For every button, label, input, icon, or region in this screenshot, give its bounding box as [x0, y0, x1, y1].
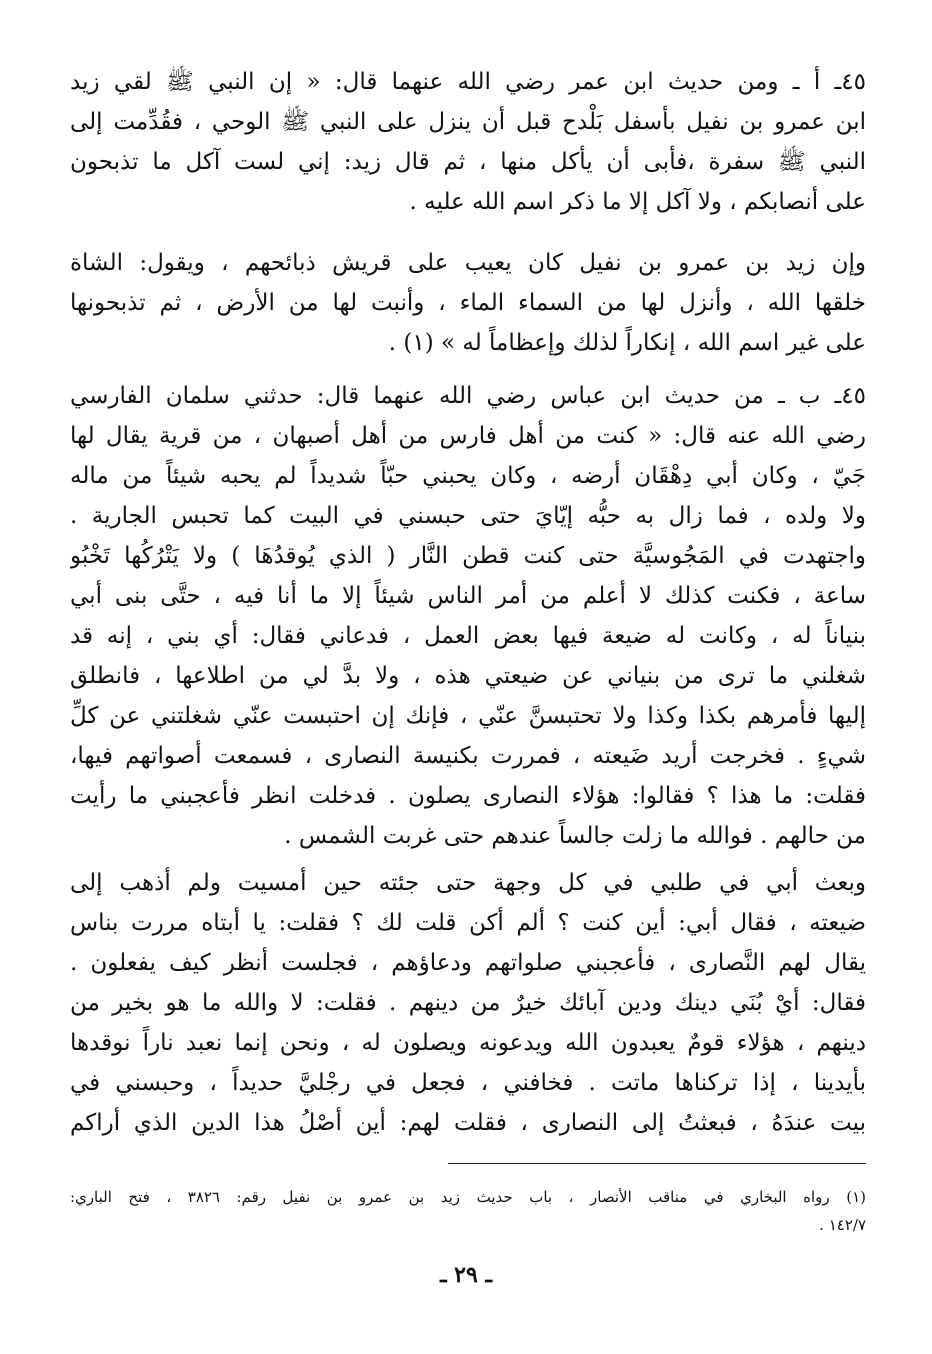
text-line: رضي الله عنه قال: « كنت من أهل فارس من أهل أصبهان ، من قرية يقال لها	[70, 423, 866, 449]
text-line: خلقها الله ، وأنزل لها من السماء الماء ، وأنبت لها من الأرض ، ثم تذبحونها	[70, 290, 866, 316]
text-line: على غير اسم الله ، إنكاراً لذلك وإعظاماً له » (١) .	[388, 330, 866, 356]
text-line: ابن عمرو بن نفيل بأسفل بَلْدح قبل أن ينزل على النبي ﷺ الوحي ، فقُدِّمت إلى	[70, 109, 866, 135]
text-line: وإن زيد بن عمرو بن نفيل كان يعيب على قريش ذبائحهم ، ويقول: الشاة	[70, 250, 866, 276]
text-line: واجتهدت في المَجُوسيَّة حتى كنت قطن النَّار ( الذي يُوقدُهَا ) ولا يَتْرُكُها تَخْبُو	[70, 543, 866, 569]
footnote-line: (١) رواه البخاري في مناقب الأنصار ، باب حديث زيد بن عمرو بن نفيل رقم: ٣٨٢٦ ، فتح الباري:	[70, 1188, 866, 1206]
text-line: جَيّ ، وكان أبي دِهْقَان أرضه ، وكان يحبني حبّاً شديداً لم يحبه شيئاً من ماله	[70, 463, 866, 489]
text-line: النبي ﷺ سفرة ،فأبى أن يأكل منها ، ثم قال زيد: إني لست آكل ما تذبحون	[70, 149, 866, 175]
text-line: فقلت: ما هذا ؟ فقالوا: هؤلاء النصارى يصلون . فدخلت انظر فأعجبني ما رأيت	[70, 783, 866, 809]
footnote	[70, 1183, 866, 1239]
text-line: يقال لهم النَّصارى ، فأعجبني صلواتهم ودعاؤهم ، فجلست أنظر كيف يفعلون .	[70, 950, 866, 976]
text-line: بأيدينا ، إذا تركناها ماتت . فخافني ، فجعل في رجْليَّ حديداً ، وحبسني في	[70, 1070, 866, 1096]
hadith-45a-paragraph	[70, 62, 866, 222]
footnote-line: ١٤٢/٧ .	[819, 1216, 866, 1234]
hadith-45a-continuation-paragraph	[70, 243, 866, 363]
text-line: بيت عندَهُ ، فبعثتُ إلى النصارى ، فقلت لهم: أين أصْلُ هذا الدين الذي أراكم	[70, 1110, 866, 1136]
text-line: ولا ولده ، فما زال به حبُّه إيّايَ حتى حبسني في البيت كما تحبس الجارية .	[70, 503, 866, 529]
text-line: بنياناً له ، وكانت له ضيعة فيها بعض العمل ، فدعاني فقال: أي بني ، إنه قد	[70, 623, 866, 649]
text-line: ٤٥ـ ب ـ من حديث ابن عباس رضي الله عنهما قال: حدثني سلمان الفارسي	[70, 383, 866, 409]
text-line: على أنصابكم ، ولا آكل إلا ما ذكر اسم الله عليه .	[409, 189, 866, 215]
page-number: ـ ٢٩ ـ	[440, 1262, 492, 1288]
text-line: ضيعته ، فقال أبي: أين كنت ؟ ألم أكن قلت لك ؟ فقلت: يا أبتاه مررت بناس	[70, 910, 866, 936]
text-line: دينهم ، هؤلاء قومٌ يعبدون الله ويدعونه ويصلون له ، ونحن إنما نعبد ناراً نوقدها	[70, 1030, 866, 1056]
text-line: ٤٥ـ أ ـ ومن حديث ابن عمر رضي الله عنهما قال: « إن النبي ﷺ لقي زيد	[70, 69, 866, 95]
text-line: فقال: أيْ بُنَي دينك ودين آبائك خيرٌ من دينهم . فقلت: لا والله ما هو بخير من	[70, 990, 866, 1016]
text-line: شيءٍ . فخرجت أريد ضَيعته ، فمررت بكنيسة النصارى ، فسمعت أصواتهم فيها،	[70, 743, 866, 769]
text-line: شغلني ما ترى من بنياني عن ضيعتي هذه ، ولا بدَّ لي من اطلاعها ، فانطلق	[70, 663, 866, 689]
hadith-45b-paragraph	[70, 376, 866, 856]
text-line: من حالهم . فوالله ما زلت جالساً عندهم حتى غربت الشمس .	[284, 823, 866, 849]
hadith-45b-continuation-paragraph	[70, 863, 866, 1143]
footnote-separator	[448, 1163, 866, 1164]
text-line: إليها فأمرهم بكذا وكذا ولا تحتبسنَّ عنّي ، فإنك إن احتبست عنّي شغلتني عن كلِّ	[70, 703, 866, 729]
text-line: ساعة ، فكنت كذلك لا أعلم من أمر الناس شيئاً إلا ما أنا فيه ، حتَّى بنى أبي	[70, 583, 866, 609]
text-line: وبعث أبي في طلبي في كل وجهة حتى جئته حين أمسيت ولم أذهب إلى	[70, 870, 866, 896]
